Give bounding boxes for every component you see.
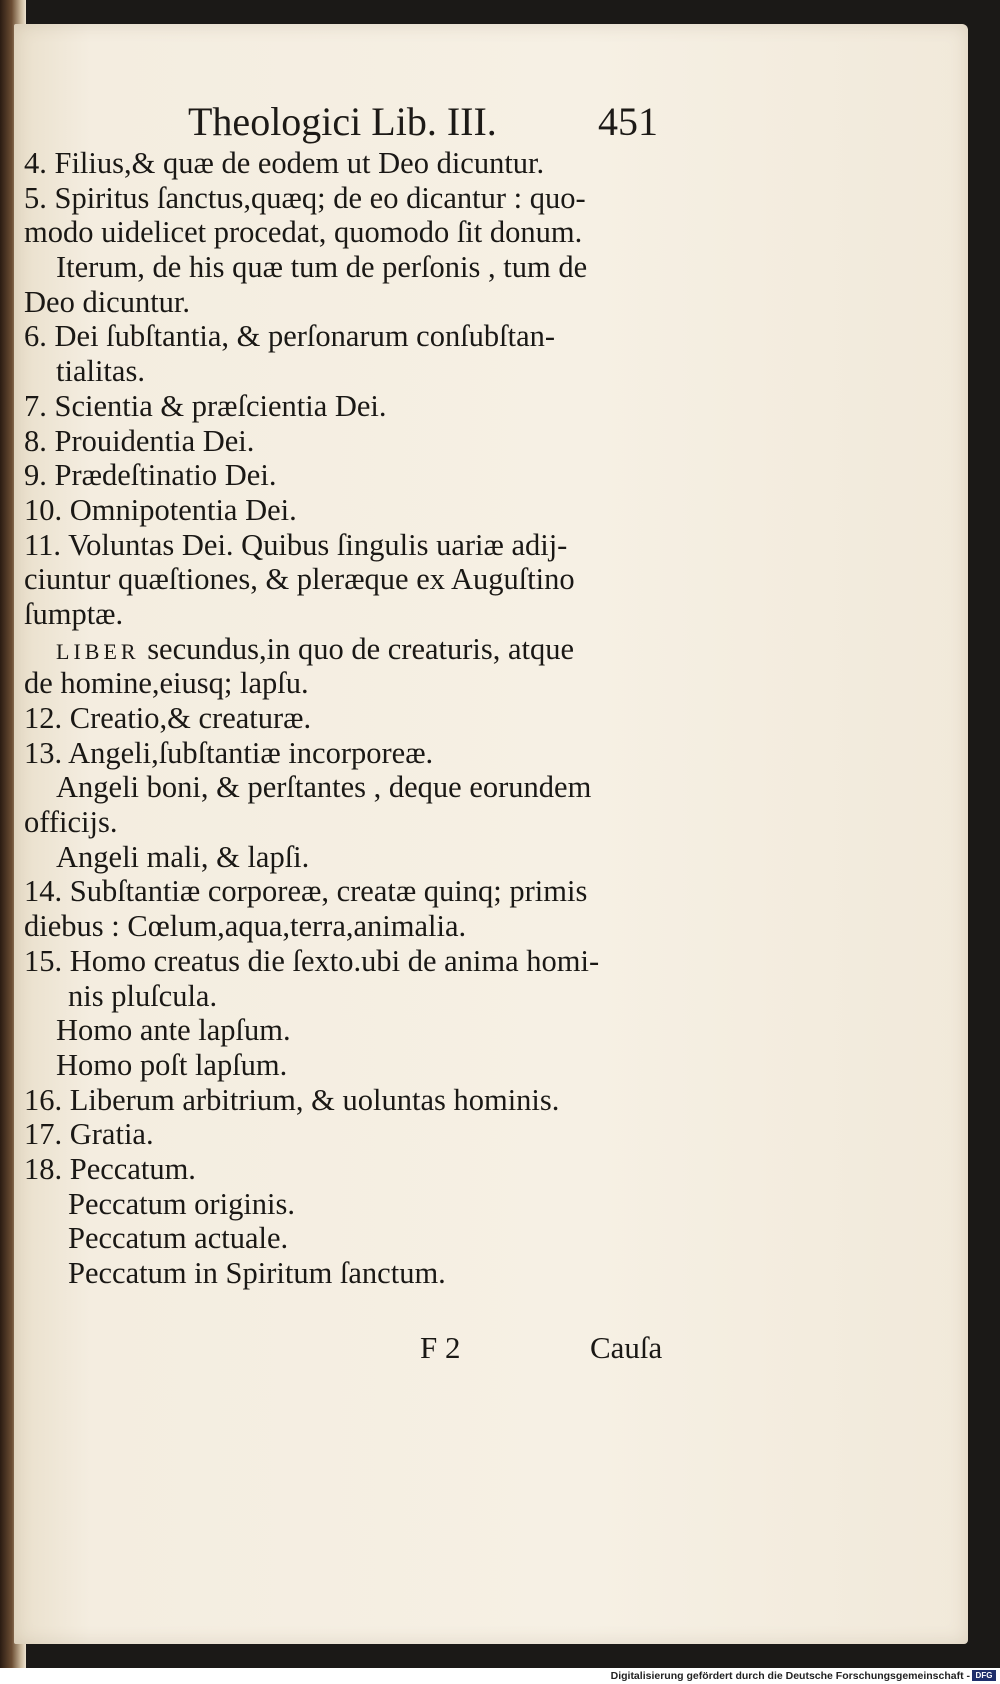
toc-line: 18. Peccatum. xyxy=(24,1151,196,1186)
toc-line: 12. Creatio,& creaturæ. xyxy=(24,701,312,735)
page-number: 451 xyxy=(598,99,658,144)
toc-line: Homo poſt lapſum. xyxy=(56,1047,288,1082)
toc-line: 17. Gratia. xyxy=(24,1117,154,1152)
toc-line: Peccatum originis. xyxy=(68,1186,296,1221)
toc-line: 4. Filius,& quæ de eodem ut Deo dicuntur. xyxy=(24,146,545,180)
dfg-logo: DFG xyxy=(972,1670,996,1681)
toc-line: 10. Omnipotentia Dei. xyxy=(24,492,297,527)
toc-line: 13. Angeli,ſubſtantiæ incorporeæ. xyxy=(24,735,434,770)
digitization-footer xyxy=(0,1668,1000,1684)
toc-line: nis pluſcula. xyxy=(68,978,218,1013)
toc-line: de homine,eiusq; lapſu. xyxy=(24,666,309,701)
toc-line: 9. Prædeſtinatio Dei. xyxy=(24,458,277,493)
header-title: Theologici Lib. III. xyxy=(188,99,497,144)
toc-line: 11. Voluntas Dei. Quibus ſingulis uariæ adij- xyxy=(24,527,568,562)
toc-line: Peccatum actuale. xyxy=(68,1221,289,1256)
toc-line: 8. Prouidentia Dei. xyxy=(24,423,255,458)
table-of-contents xyxy=(24,146,674,1291)
toc-line: officijs. xyxy=(24,805,118,840)
toc-line: ciuntur quæſtiones, & pleræque ex Auguſtino xyxy=(24,562,575,597)
toc-line: Iterum, de his quæ tum de perſonis , tum de xyxy=(56,250,588,285)
liber-text: secundus,in quo de creaturis, atque xyxy=(147,631,575,666)
toc-line: 7. Scientia & præſcientia Dei. xyxy=(24,388,387,423)
toc-line: 6. Dei ſubſtantia, & perſonarum conſubſtan- xyxy=(24,319,556,354)
toc-line: Homo ante lapſum. xyxy=(56,1013,291,1048)
catchline xyxy=(420,1330,680,1370)
toc-line: 16. Liberum arbitrium, & uoluntas hominis. xyxy=(24,1082,560,1117)
toc-line: Peccatum in Spiritum ſanctum. xyxy=(68,1256,446,1290)
toc-line-liber xyxy=(24,632,674,667)
catchword: Cauſa xyxy=(590,1330,663,1365)
footer-credit: Digitalisierung gefördert durch die Deutsche Forschungsgemeinschaft - xyxy=(610,1670,970,1682)
toc-line: Deo dicuntur. xyxy=(24,284,191,319)
running-header xyxy=(188,98,658,148)
toc-line: ſumptæ. xyxy=(24,596,124,631)
toc-line: 5. Spiritus ſanctus,quæq; de eo dicantur : quo- xyxy=(24,180,586,215)
toc-line: Angeli mali, & lapſi. xyxy=(56,839,310,874)
toc-line: 14. Subſtantiæ corporeæ, creatæ quinq; primis xyxy=(24,874,588,909)
signature-mark: F 2 xyxy=(420,1330,461,1365)
toc-line: diebus : Cœlum,aqua,terra,animalia. xyxy=(24,909,467,944)
toc-line: tialitas. xyxy=(56,354,145,389)
toc-line: Angeli boni, & perſtantes , deque eorundem xyxy=(56,770,592,805)
toc-line: 15. Homo creatus die ſexto.ubi de anima homi- xyxy=(24,943,600,978)
liber-label: LIBER xyxy=(56,638,140,664)
toc-line: modo uidelicet procedat, quomodo ſit donum. xyxy=(24,215,583,250)
